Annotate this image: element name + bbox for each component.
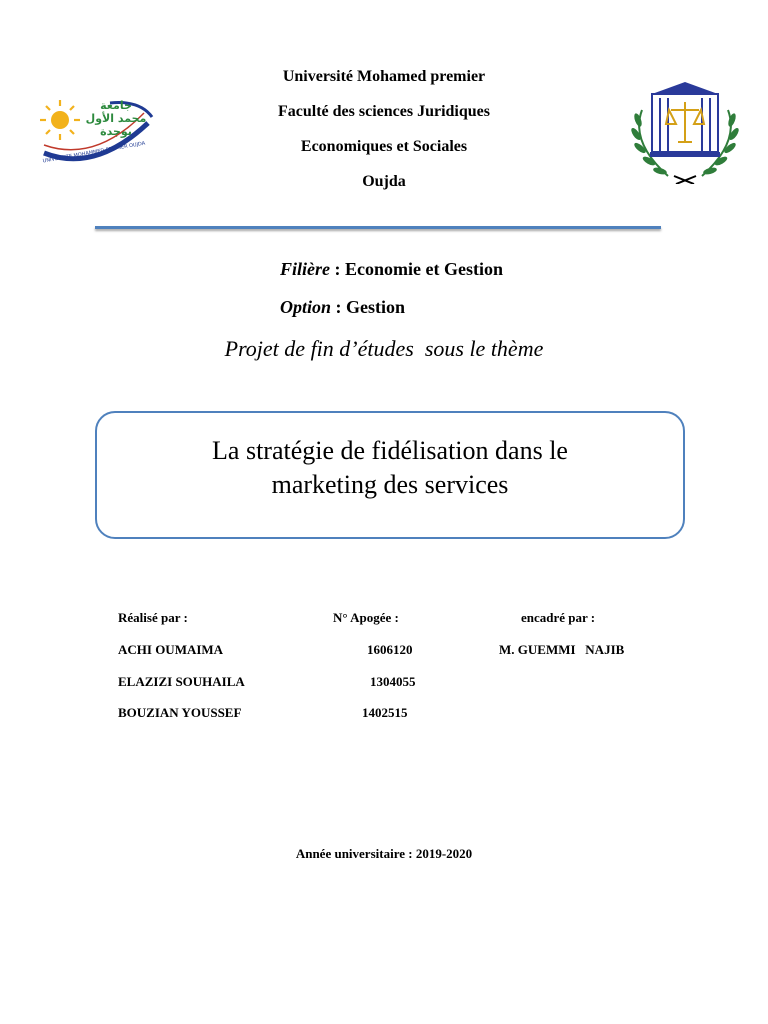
theme-title: La stratégie de fidélisation dans le marketing des services [212, 436, 568, 499]
faculty-name-line1: Faculté des sciences Juridiques [278, 103, 490, 120]
option-label: Option [280, 297, 332, 317]
filiere-value: : Economie et Gestion [334, 259, 503, 279]
member-name: ACHI OUMAIMA [118, 642, 224, 657]
member-apogee: 1304055 [370, 674, 416, 689]
scales-of-justice-icon [666, 102, 704, 142]
filiere-label: Filière [280, 259, 330, 279]
city-name: Oujda [362, 173, 406, 190]
sun-icon [40, 100, 80, 140]
faculty-name-line2: Economiques et Sociales [300, 138, 468, 155]
option-row [280, 297, 405, 318]
logo-arabic-text: جامعة محمد الأول بوجدة [85, 99, 147, 138]
university-sun-logo-icon [40, 95, 155, 170]
member-apogee: 1402515 [362, 705, 408, 720]
theme-box [95, 411, 685, 539]
supervisor-name: M. GUEMMI NAJIB [499, 642, 625, 657]
realise-par-header: Réalisé par : [118, 610, 188, 625]
option-value: : Gestion [335, 297, 406, 317]
logo-latin-text: UNIVERSITE MOHAMMED PREMIER OUJDA [42, 140, 146, 165]
academic-year: Année universitaire : 2019-2020 [295, 846, 473, 861]
encadre-par-header: encadré par : [521, 610, 596, 625]
filiere-row [280, 259, 503, 280]
member-apogee: 1606120 [367, 642, 413, 657]
projet-heading: Projet de fin d’études sous le thème [224, 336, 544, 361]
member-name: ELAZIZI SOUHAILA [118, 674, 245, 689]
member-name: BOUZIAN YOUSSEF [118, 705, 242, 720]
apogee-header: N° Apogée : [333, 610, 399, 625]
header-divider [95, 226, 661, 229]
university-name: Université Mohamed premier [282, 68, 486, 85]
faculty-scales-laurel-logo-icon [624, 80, 746, 184]
